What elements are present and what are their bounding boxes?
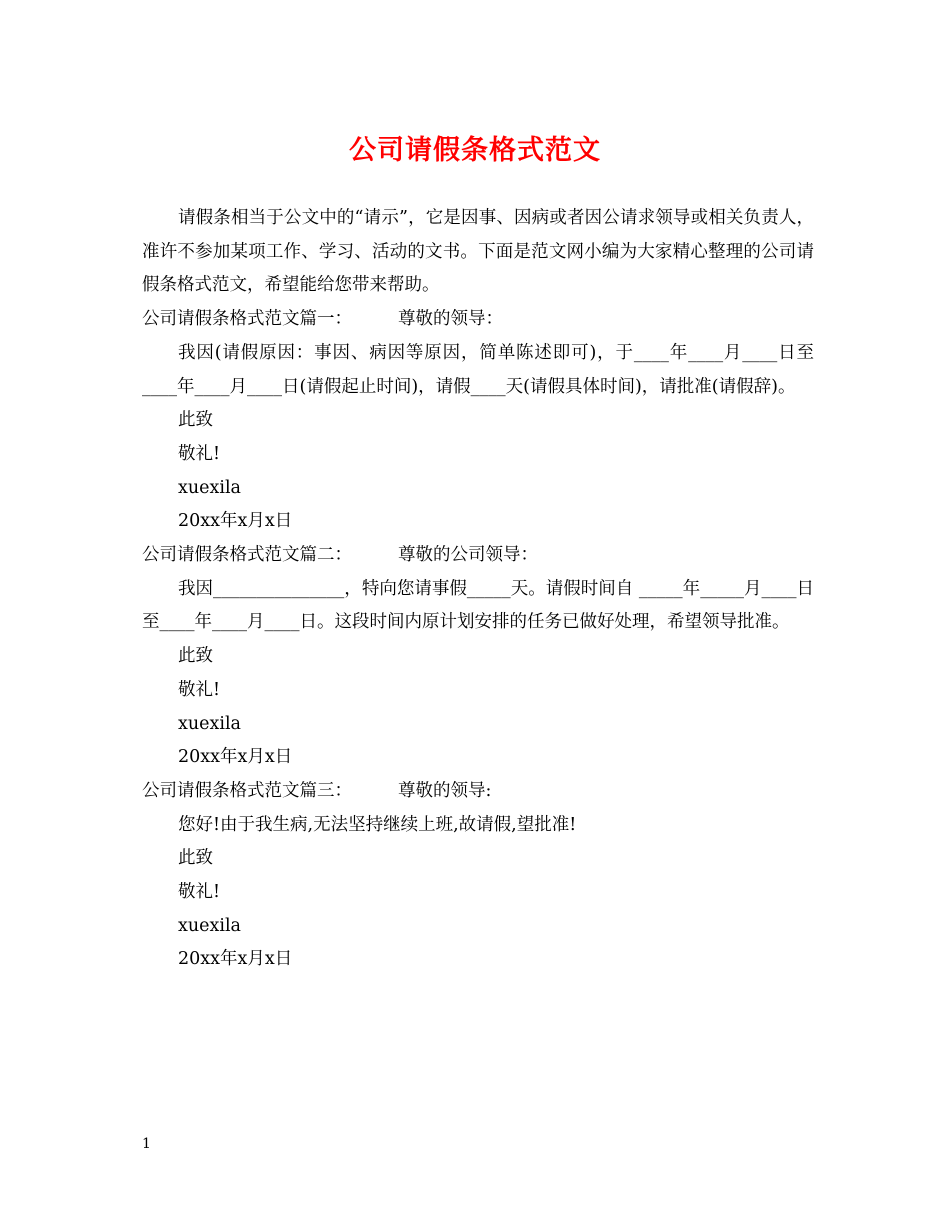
section-body: 我因(请假原因：事因、病因等原因，简单陈述即可)，于____年____月____日至____年____月____日(请假起止时间)，请假____天(请假具体时间)，请批准(请假辞)。 <box>142 342 814 397</box>
document-title: 公司请假条格式范文 <box>349 135 601 166</box>
section-heading <box>142 303 814 337</box>
signature: xuexila <box>178 477 241 498</box>
closing-line-1: 此致 <box>178 848 213 869</box>
section-1 <box>142 303 814 539</box>
closing-line-1: 此致 <box>178 646 213 667</box>
salutation: 尊敬的领导: <box>398 780 492 801</box>
closing-line-2: 敬礼! <box>178 882 221 903</box>
date-line: 20xx年x月x日 <box>178 949 293 970</box>
closing-line-2: 敬礼! <box>178 679 221 700</box>
salutation: 尊敬的公司领导： <box>398 545 538 566</box>
section-heading-text: 公司请假条格式范文篇二： <box>142 545 352 566</box>
date-line: 20xx年x月x日 <box>178 511 293 532</box>
section-heading-text: 公司请假条格式范文篇一： <box>142 309 352 330</box>
section-body: 我因_______________，特向您请事假_____天。请假时间自 _____年_____月____日至____年____月____日。这段时间内原计划安排的任务已做好处理，希望领导批准。 <box>142 578 814 633</box>
closing-line-2: 敬礼! <box>178 443 221 464</box>
page-number: 1 <box>142 1136 151 1152</box>
section-heading <box>142 775 814 809</box>
signature: xuexila <box>178 713 241 734</box>
section-body: 您好!由于我生病,无法坚持继续上班,故请假,望批准! <box>178 814 577 835</box>
intro-paragraph: 请假条相当于公文中的“请示”，它是因事、因病或者因公请求领导或相关负责人，准许不参加某项工作、学习、活动的文书。下面是范文网小编为大家精心整理的公司请假条格式范文，希望能给您带来帮助。 <box>142 208 814 296</box>
document-body <box>142 202 814 977</box>
section-2 <box>142 539 814 775</box>
salutation: 尊敬的领导： <box>398 309 503 330</box>
section-heading-text: 公司请假条格式范文篇三： <box>142 780 352 801</box>
signature: xuexila <box>178 915 241 936</box>
closing-line-1: 此致 <box>178 410 213 431</box>
section-3 <box>142 775 814 977</box>
section-heading <box>142 539 814 573</box>
date-line: 20xx年x月x日 <box>178 747 293 768</box>
